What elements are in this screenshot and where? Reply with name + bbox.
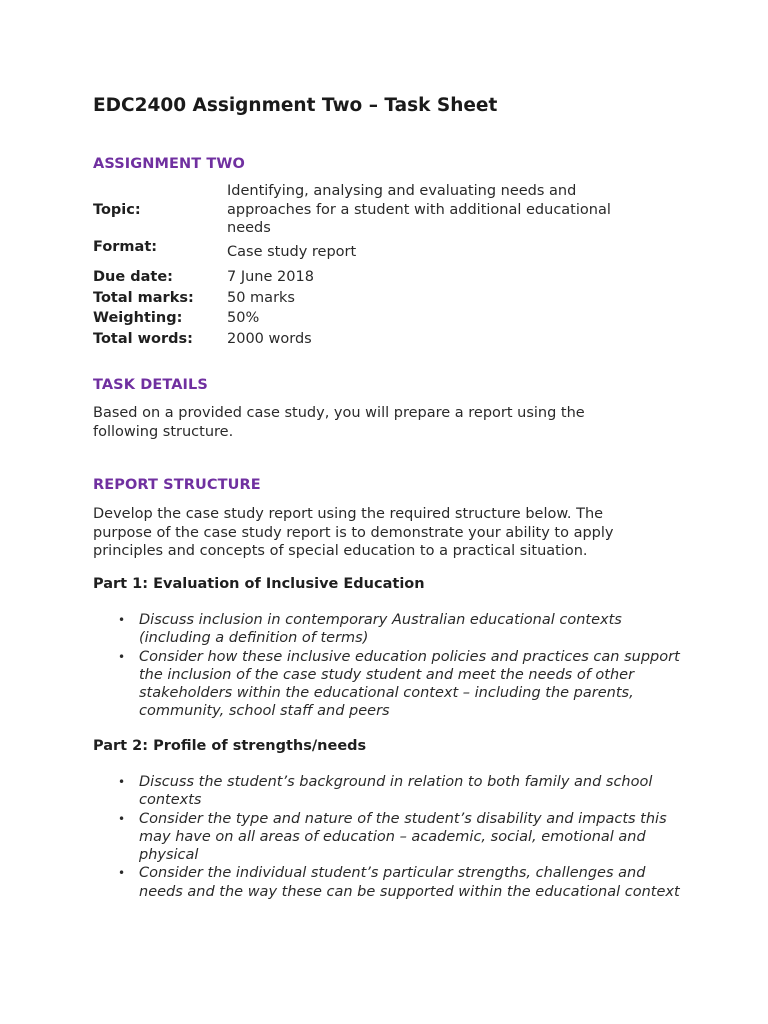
detail-label: Format:	[93, 239, 158, 255]
assignment-two-heading: ASSIGNMENT TWO	[93, 156, 245, 172]
detail-value: Case study report	[227, 244, 357, 260]
detail-row-format	[93, 238, 693, 268]
bullet-text: Consider the individual student’s particular strengths, challenges and needs and the way these can be supported within the educational context	[139, 865, 680, 900]
report-structure-text: Develop the case study report using the required structure below. The purpose of the case study report is to demonstrate your ability to apply principles and concepts of special education to a practical situation.	[93, 506, 614, 559]
task-details-text: Based on a provided case study, you will prepare a report using the following structure.	[93, 405, 585, 440]
bullet-text: Consider how these inclusive education policies and practices can support the inclusion of the case study student and meet the needs of other stakeholders within the educational context – including the parents, community, school staff and peers	[139, 648, 680, 720]
detail-row-due-date	[93, 268, 693, 289]
detail-value: 2000 words	[227, 330, 312, 347]
part-2-bullet-list	[93, 773, 693, 901]
detail-value: Identifying, analysing and evaluating needs and approaches for a student with additional educational needs	[227, 183, 611, 237]
detail-row-total-words	[93, 330, 693, 351]
document-title: EDC2400 Assignment Two – Task Sheet	[93, 95, 498, 116]
report-structure-heading: REPORT STRUCTURE	[93, 477, 261, 493]
detail-value: 50 marks	[227, 289, 295, 306]
assignment-details-table	[93, 182, 693, 350]
bullet-icon: •	[118, 775, 126, 789]
detail-label: Due date:	[93, 269, 173, 285]
list-item	[93, 810, 693, 865]
detail-label: Total marks:	[93, 289, 194, 306]
detail-label: Total words:	[93, 330, 193, 347]
detail-row-weighting	[93, 309, 693, 330]
bullet-text: Consider the type and nature of the student’s disability and impacts this may have on all areas of education – academic, social, emotional and physical	[139, 810, 667, 864]
detail-value: 7 June 2018	[227, 269, 314, 285]
bullet-text: Discuss the student’s background in relation to both family and school contexts	[139, 774, 653, 809]
bullet-icon: •	[118, 811, 126, 826]
bullet-icon: •	[118, 649, 126, 664]
list-item	[93, 611, 693, 648]
detail-value: 50%	[227, 310, 260, 326]
part-1-bullet-list	[93, 611, 693, 721]
detail-label: Weighting:	[93, 310, 183, 326]
part-2-title: Part 2: Profile of strengths/needs	[93, 738, 367, 754]
bullet-text: Discuss inclusion in contemporary Australian educational contexts (including a definition of terms)	[139, 612, 622, 647]
bullet-icon: •	[118, 866, 126, 881]
part-1-title: Part 1: Evaluation of Inclusive Education	[93, 576, 425, 592]
list-item	[93, 648, 693, 721]
task-details-heading: TASK DETAILS	[93, 377, 208, 393]
list-item	[93, 864, 693, 901]
bullet-icon: •	[118, 613, 126, 627]
detail-label: Topic:	[93, 201, 141, 218]
detail-row-total-marks	[93, 289, 693, 310]
list-item	[93, 773, 693, 810]
detail-row-topic	[93, 182, 693, 238]
